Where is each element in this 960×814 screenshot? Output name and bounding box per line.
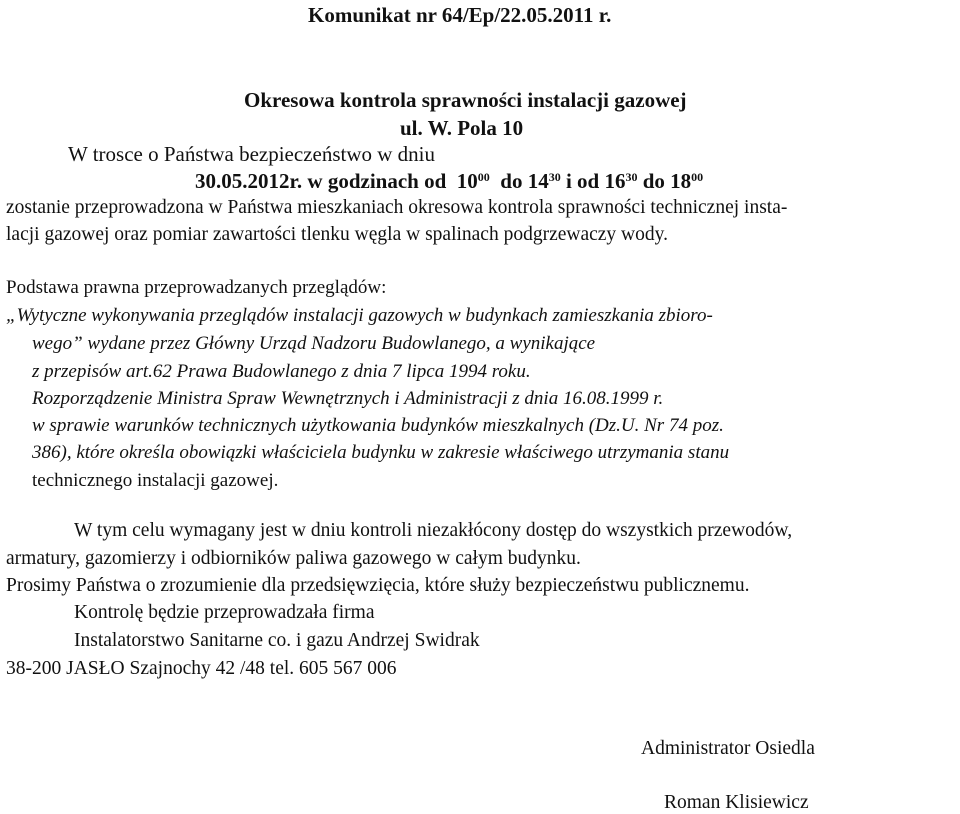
time-start-2: $16^{30}$	[604, 169, 638, 193]
access-line-2: armatury, gazomierzy i odbiorników paliwa gazowego w całym budynku.	[6, 548, 581, 569]
contractor-intro: Kontrolę będzie przeprowadzała firma	[74, 602, 375, 623]
access-line-3: Prosimy Państwa o zrozumienie dla przedsięwzięcia, które służy bezpieczeństwu publicznemu.	[6, 575, 750, 596]
contractor-name: Instalatorstwo Sanitarne co. i gazu Andrzej Swidrak	[74, 630, 480, 651]
legal-line: technicznego instalacji gazowej.	[32, 470, 279, 491]
contractor-address: 38-200 JASŁO Szajnochy 42 /48 tel. 605 567 006	[6, 658, 397, 679]
schedule-line: 30.05.2012r. w godzinach od $10^{00}$ do $14^{30}$ i od $16^{30}$ do $18^{00}$	[195, 169, 704, 193]
legal-line: „Wytyczne wykonywania przeglądów instalacji gazowych w budynkach zamieszkania zbioro-	[6, 305, 713, 326]
care-line: W trosce o Państwa bezpieczeństwo w dniu	[68, 142, 436, 166]
intro-line-1: zostanie przeprowadzona w Państwa mieszkaniach okresowa kontrola sprawności technicznej insta-	[6, 197, 788, 218]
time-end-1: $14^{30}$	[527, 169, 561, 193]
legal-line: w sprawie warunków technicznych użytkowania budynków mieszkalnych (Dz.U. Nr 74 poz.	[32, 415, 724, 436]
legal-line: Rozporządzenie Ministra Spraw Wewnętrznych i Administracji z dnia 16.08.1999 r.	[32, 388, 664, 409]
intro-line-2: lacji gazowej oraz pomiar zawartości tlenku węgla w spalinach podgrzewaczy wody.	[6, 224, 669, 245]
legal-line: 386), które określa obowiązki właściciela budynku w zakresie właściwego utrzymania stanu	[32, 442, 730, 463]
legal-line: wego” wydane przez Główny Urząd Nadzoru Budowlanego, a wynikające	[32, 333, 596, 354]
building-address: ul. W. Pola 10	[400, 116, 524, 140]
access-line-1: W tym celu wymagany jest w dniu kontroli niezakłócony dostęp do wszystkich przewodów,	[74, 520, 793, 541]
time-start-1: $10^{00}$	[456, 169, 490, 193]
inspection-date: 30.05.2012r.	[195, 169, 303, 193]
document-subject: Okresowa kontrola sprawności instalacji gazowej	[244, 88, 687, 112]
signature-role: Administrator Osiedla	[641, 738, 815, 759]
communique-number: Komunikat nr 64/Ep/22.05.2011 r.	[308, 3, 612, 27]
legal-heading: Podstawa prawna przeprowadzanych przeglądów:	[6, 277, 387, 298]
legal-line: z przepisów art.62 Prawa Budowlanego z dnia 7 lipca 1994 roku.	[32, 361, 531, 382]
time-end-2: $18^{00}$	[670, 169, 704, 193]
signature-name: Roman Klisiewicz	[664, 792, 809, 813]
